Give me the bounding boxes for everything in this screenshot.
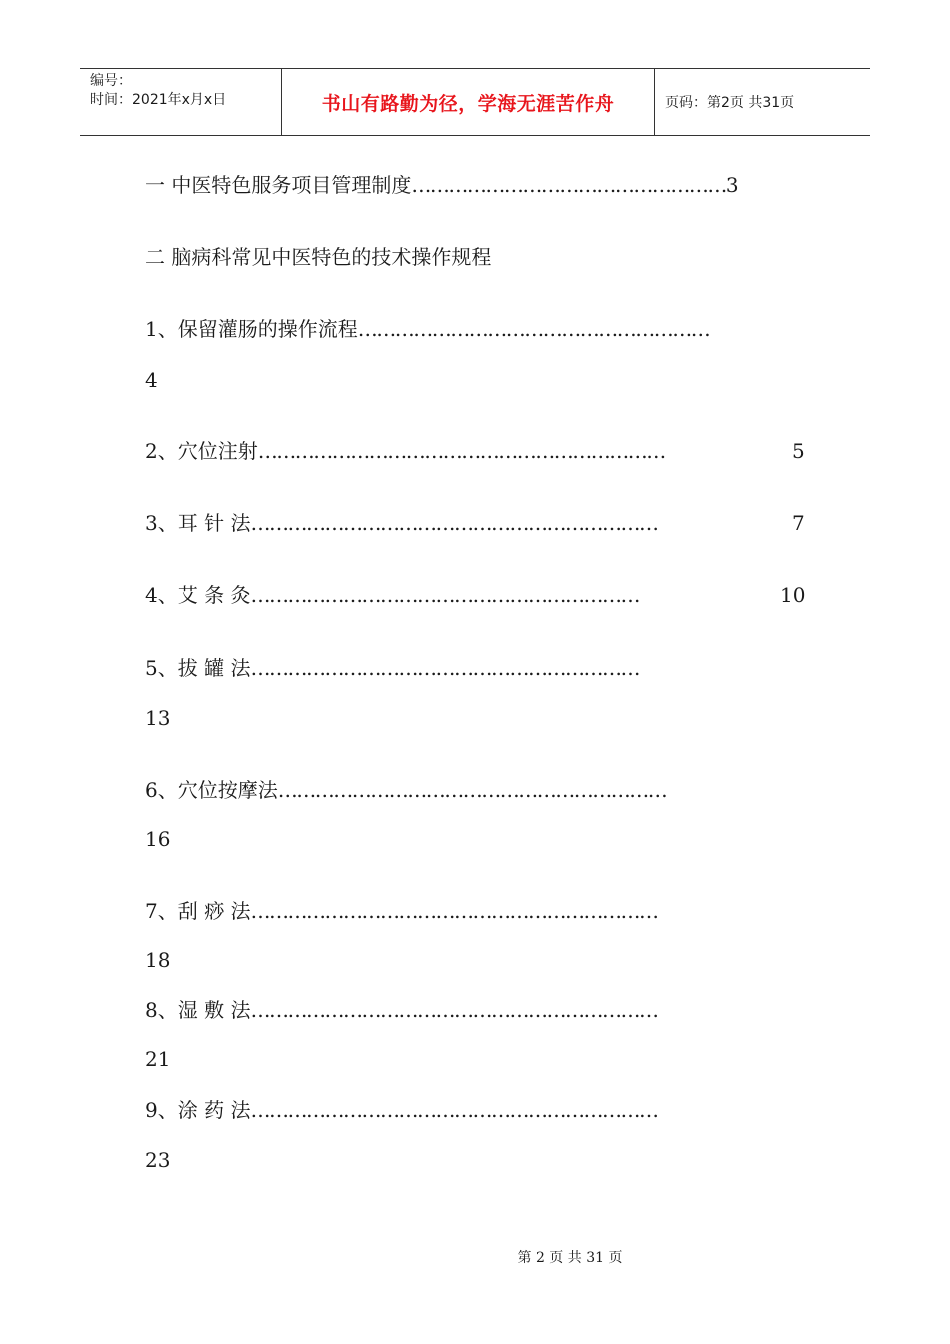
- toc-leader-dots: …………………………………………………………: [250, 998, 658, 1022]
- toc-entry-item9: [145, 1098, 657, 1122]
- toc-page-item8: 21: [145, 1047, 171, 1071]
- toc-entry-item1: [145, 317, 709, 341]
- toc-entry-section2: [145, 245, 491, 269]
- header-meta: [80, 69, 282, 135]
- toc-leader-dots: …………………………………………………………: [250, 1098, 658, 1122]
- toc-title: 2、穴位注射: [145, 439, 258, 463]
- toc-page-item1: 4: [145, 368, 158, 392]
- page-info-text: 页码：第2页 共31页: [665, 95, 795, 111]
- toc-title: 4、艾 条 灸: [145, 583, 251, 607]
- toc-leader-dots: ………………………………………………………: [277, 778, 667, 802]
- toc-leader-dots: …………………………………………………: [357, 317, 710, 341]
- toc-leader-dots: …………………………………………………………: [250, 899, 658, 923]
- toc-entry-section1: [145, 173, 739, 197]
- toc-entry-item7: [145, 899, 657, 923]
- toc-title: 8、湿 敷 法: [145, 998, 251, 1022]
- toc-title: 5、拔 罐 法: [145, 656, 251, 680]
- date-label: 时间：2021年x月x日: [90, 92, 227, 108]
- motto-text: 书山有路勤为径，学海无涯苦作舟: [321, 92, 615, 115]
- toc-entry-item3: [145, 511, 657, 535]
- toc-page-item6: 16: [145, 827, 171, 851]
- toc-title: 一 中医特色服务项目管理制度: [145, 173, 412, 197]
- toc-title: 6、穴位按摩法: [145, 778, 278, 802]
- toc-leader-dots: …………………………………………………………: [250, 511, 658, 535]
- toc-title: 3、耳 针 法: [145, 511, 251, 535]
- toc-title: 1、保留灌肠的操作流程: [145, 317, 358, 341]
- header-page-info: [655, 69, 870, 135]
- toc-page-item7: 18: [145, 948, 171, 972]
- toc-entry-item6: [145, 778, 666, 802]
- serial-label: 编号：: [90, 73, 132, 89]
- toc-page-item3: 7: [792, 511, 805, 535]
- toc-leader-dots: ………………………………………………………: [250, 656, 639, 680]
- header-motto-cell: [282, 69, 655, 135]
- toc-leader-dots: ………………………………………………………: [250, 583, 639, 607]
- toc-entry-item4: [145, 583, 639, 607]
- toc-leader-dots: ……………………………………………: [411, 173, 726, 197]
- toc-page-item2: 5: [792, 439, 805, 463]
- toc-title: 7、刮 痧 法: [145, 899, 251, 923]
- toc-entry-item2: [145, 439, 665, 463]
- page-footer: 第 2 页 共 31 页: [517, 1250, 623, 1266]
- toc-page: 3: [725, 173, 739, 197]
- toc-page-item4: 10: [780, 583, 806, 607]
- toc-page-item5: 13: [145, 706, 171, 730]
- toc-page-item9: 23: [145, 1148, 171, 1172]
- toc-entry-item8: [145, 998, 657, 1022]
- toc-title: 二 脑病科常见中医特色的技术操作规程: [145, 245, 492, 269]
- toc-entry-item5: [145, 656, 639, 680]
- toc-title: 9、涂 药 法: [145, 1098, 251, 1122]
- toc-leader-dots: …………………………………………………………: [257, 439, 665, 463]
- page-header: [80, 68, 870, 136]
